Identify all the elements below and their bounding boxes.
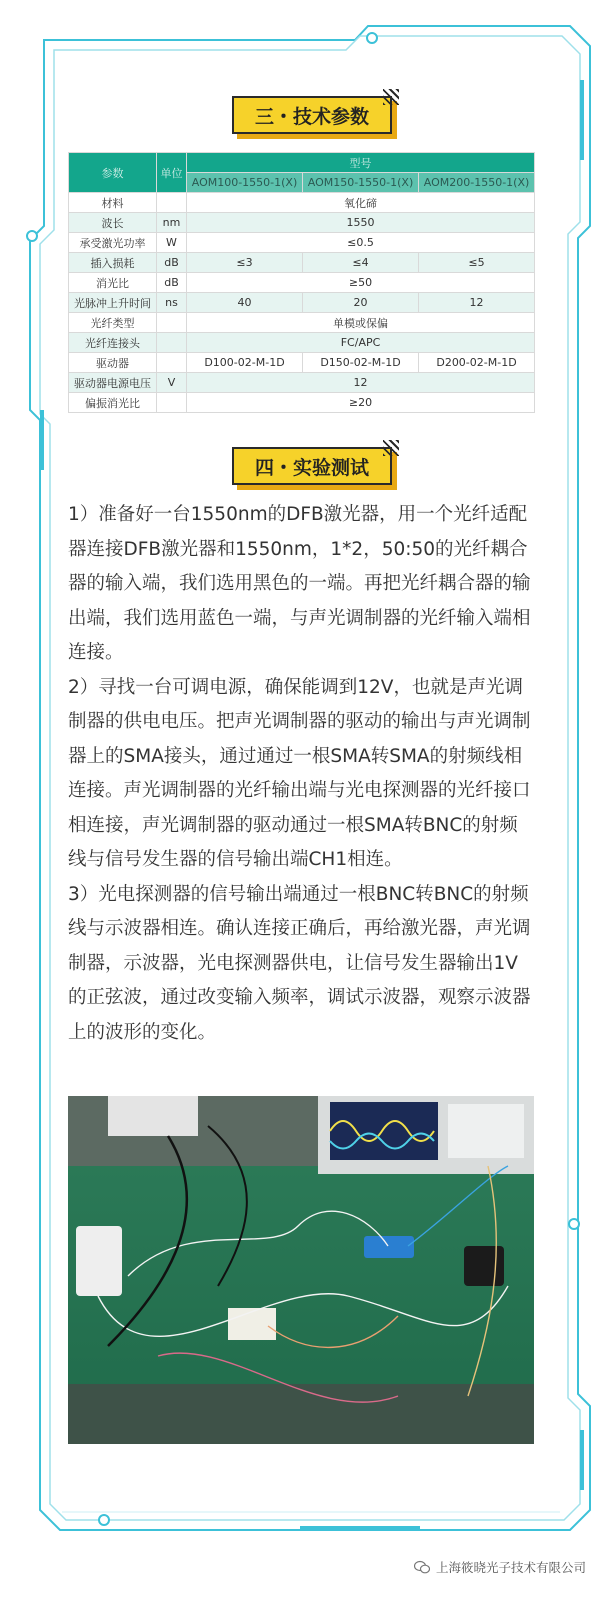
row-unit [157,193,187,213]
row-value: 1550 [187,213,535,233]
table-row [69,213,535,233]
photodetector [464,1246,504,1286]
table-header-row [69,153,535,173]
row-value: ≤0.5 [187,233,535,253]
row-value: 单模或保偏 [187,313,535,333]
row-unit: V [157,373,187,393]
row-value: 氧化碲 [187,193,535,213]
row-value: D100-02-M-1D [187,353,303,373]
header-model: 型号 [187,153,535,173]
row-unit: dB [157,253,187,273]
watermark-text: 上海筱晓光子技术有限公司 [435,1560,586,1575]
model-2: AOM150-1550-1(X) [303,173,419,193]
row-value: 12 [419,293,535,313]
section-title-text: 三・技术参数 [254,105,369,128]
row-value: 20 [303,293,419,313]
experiment-steps [68,498,534,1050]
row-unit: nm [157,213,187,233]
oscilloscope-screen [330,1102,438,1160]
step-paragraph: 2）寻找一台可调电源，确保能调到12V，也就是声光调制器的供电电压。把声光调制器的驱动的输出与声光调制器上的SMA接头，通过通过一根SMA转SMA的射频线相连接。声光调制器的光纤输出端与光电探测器的光纤接口相连接，声光调制器的驱动通过一根SMA转BNC的射频线与信号发生器的信号输出端CH1相连。 [68,676,531,870]
row-unit [157,333,187,353]
row-name: 光纤连接头 [69,333,157,353]
aom-driver [228,1308,276,1340]
acousto-optic-modulator [364,1236,414,1258]
setup-illustration [68,1096,534,1444]
row-name: 材料 [69,193,157,213]
row-name: 插入损耗 [69,253,157,273]
table-row [69,193,535,213]
row-value: ≥50 [187,273,535,293]
row-value: D200-02-M-1D [419,353,535,373]
model-3: AOM200-1550-1(X) [419,173,535,193]
watermark [414,1558,586,1576]
model-1: AOM100-1550-1(X) [187,173,303,193]
row-name: 光纤类型 [69,313,157,333]
section-title-experiment [232,447,392,485]
table-row [69,233,535,253]
row-value: ≤5 [419,253,535,273]
row-unit: ns [157,293,187,313]
table-row [69,313,535,333]
table-row [69,353,535,373]
row-name: 波长 [69,213,157,233]
dfb-laser [76,1226,122,1296]
row-value: D150-02-M-1D [303,353,419,373]
table-row [69,393,535,413]
row-unit: W [157,233,187,253]
step-paragraph: 3）光电探测器的信号输出端通过一根BNC转BNC的射频线与示波器相连。确认连接正确后，再给激光器，声光调制器，示波器，光电探测器供电，让信号发生器输出1V的正弦波，通过改变输入频率，调试示波器，观察示波器上的波形的变化。 [68,883,531,1043]
hatch-decoration [383,440,399,456]
row-unit [157,393,187,413]
wechat-icon [414,1560,430,1574]
section-title-tech-params [232,96,392,134]
row-name: 偏振消光比 [69,393,157,413]
row-unit [157,313,187,333]
table-row [69,273,535,293]
row-name: 驱动器电源电压 [69,373,157,393]
row-value: ≥20 [187,393,535,413]
step-paragraph: 1）准备好一台1550nm的DFB激光器，用一个光纤适配器连接DFB激光器和1550nm，1*2，50:50的光纤耦合器的输入端，我们选用黑色的一端。再把光纤耦合器的输出端，我们选用蓝色一端，与声光调制器的光纤输入端相连接。 [68,504,531,663]
table-row [69,333,535,353]
row-value: 12 [187,373,535,393]
table-row [69,253,535,273]
row-name: 光脉冲上升时间 [69,293,157,313]
header-param: 参数 [69,153,157,193]
row-name: 承受激光功率 [69,233,157,253]
table-row [69,373,535,393]
parameters-table [68,152,535,413]
row-unit: dB [157,273,187,293]
row-value: ≤3 [187,253,303,273]
section-title-text: 四・实验测试 [254,456,369,479]
row-name: 消光比 [69,273,157,293]
table-row [69,293,535,313]
power-supply [108,1096,198,1136]
row-value: FC/APC [187,333,535,353]
row-value: ≤4 [303,253,419,273]
row-value: 40 [187,293,303,313]
header-unit: 单位 [157,153,187,193]
hatch-decoration [383,89,399,105]
row-name: 驱动器 [69,353,157,373]
row-unit [157,353,187,373]
experiment-setup-photo [68,1096,534,1444]
